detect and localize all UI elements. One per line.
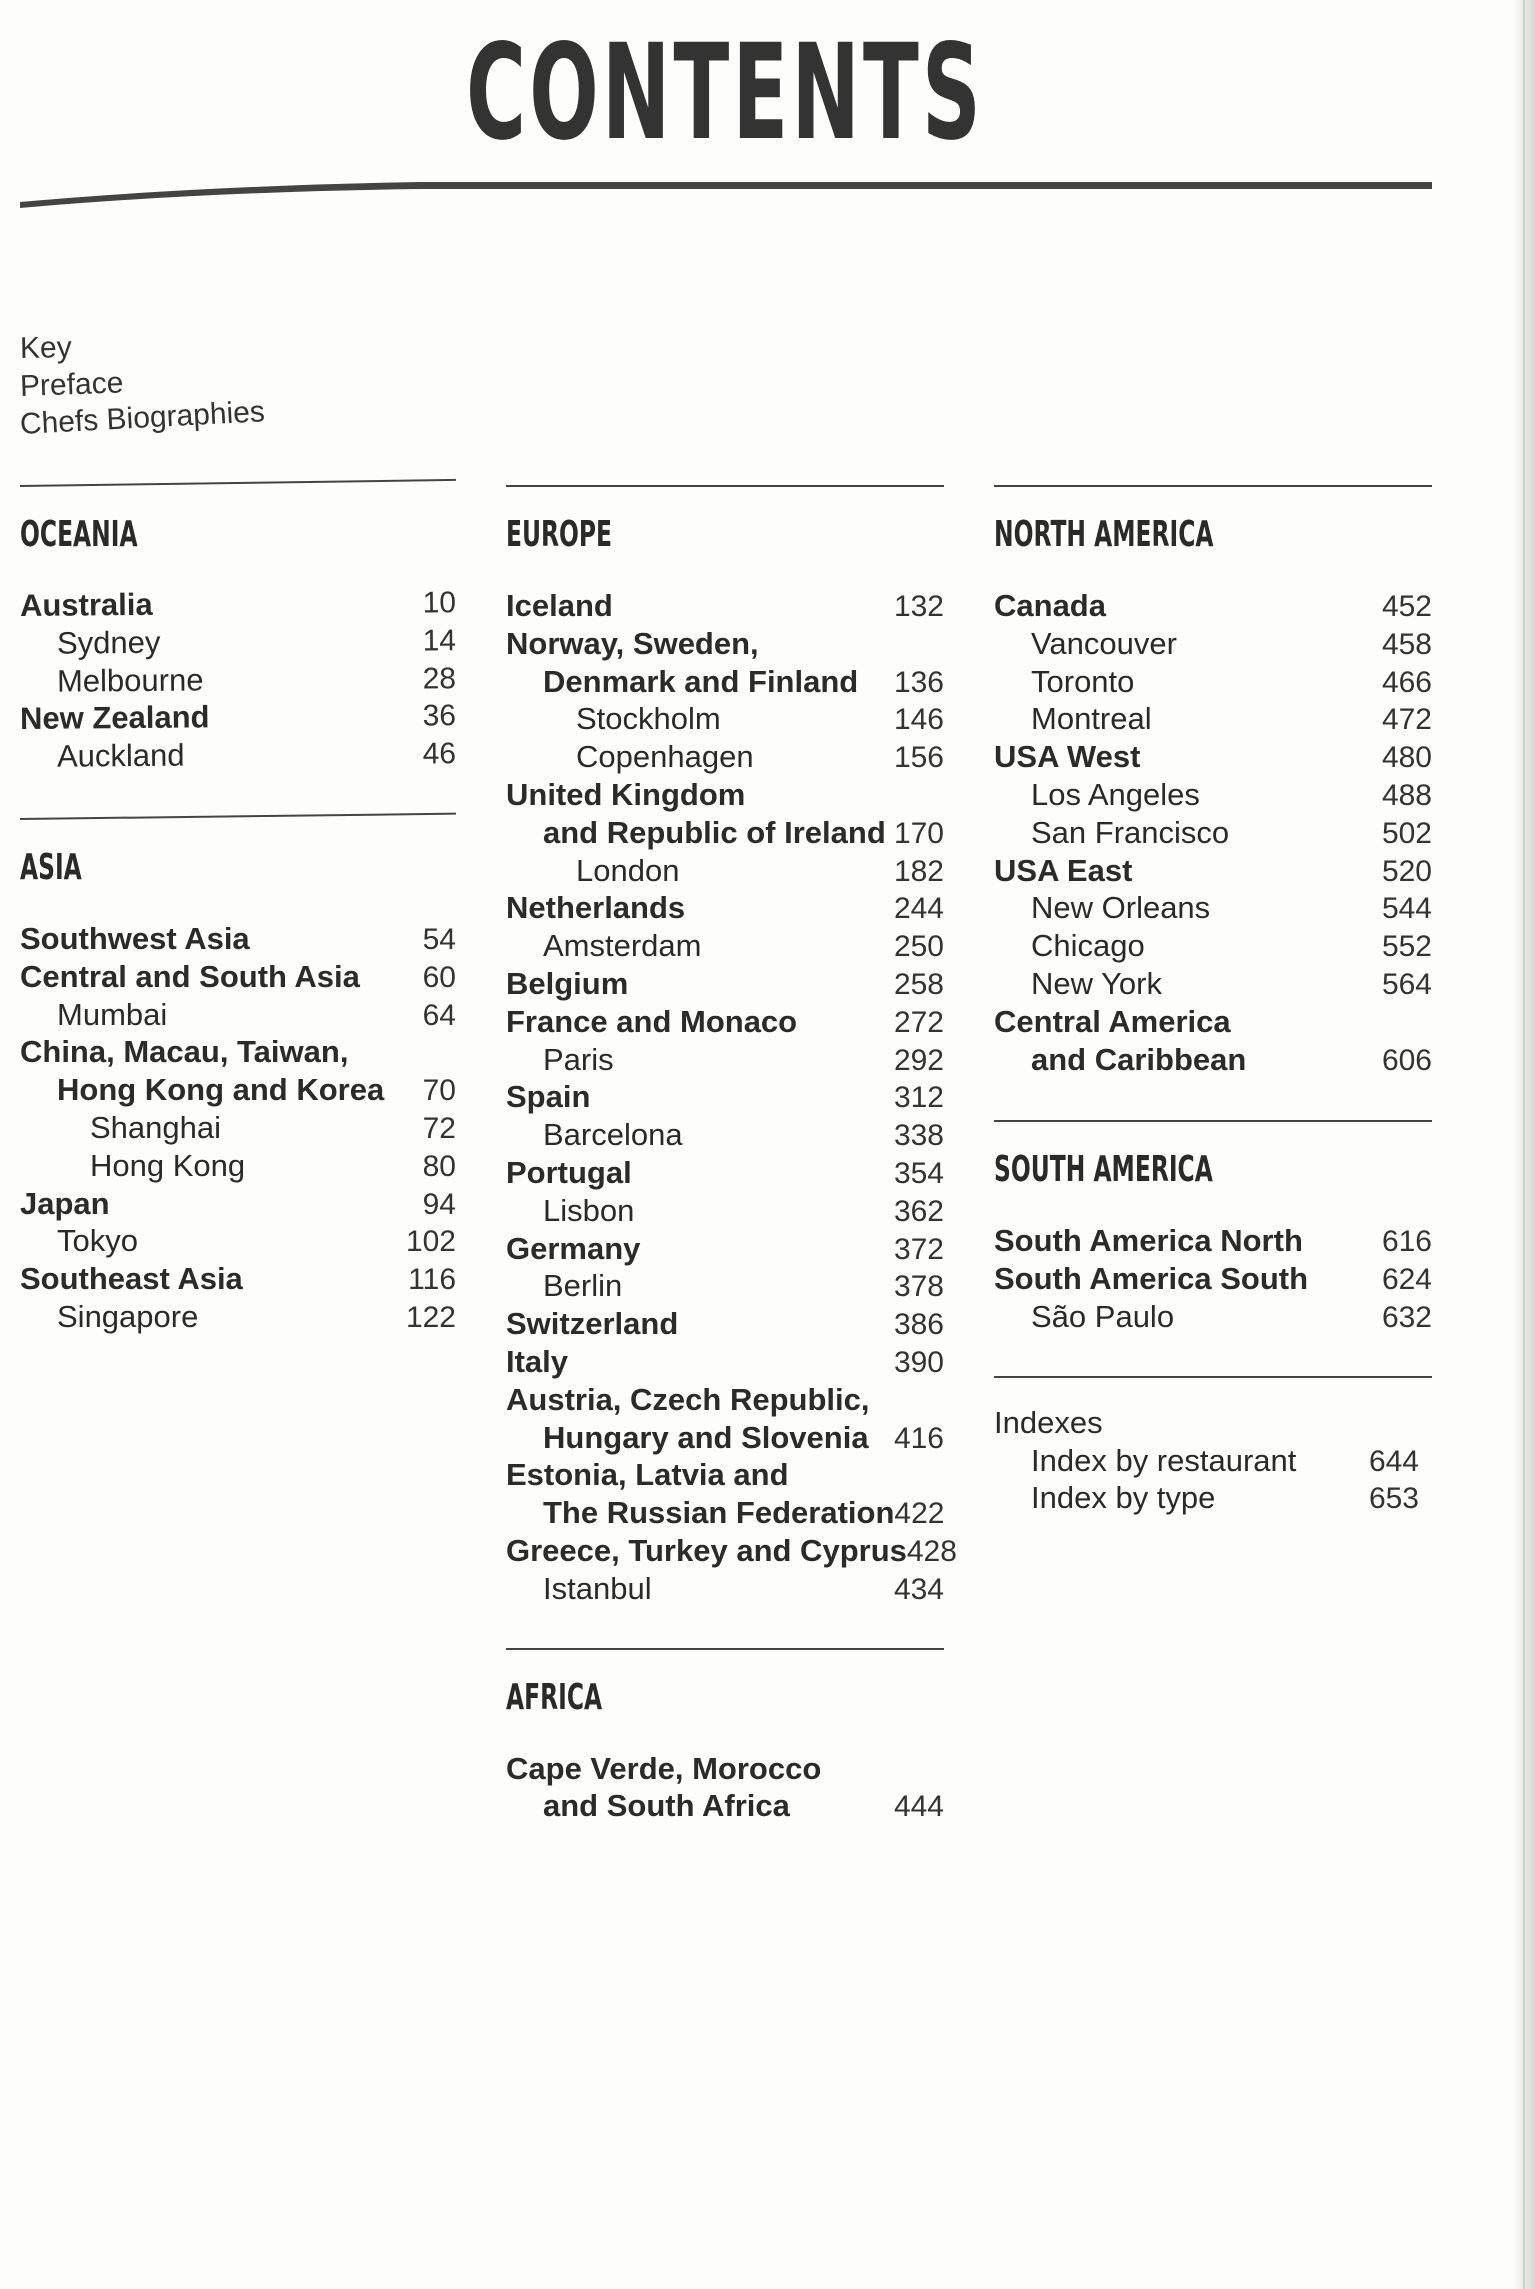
toc-entry-label: Japan	[20, 1185, 110, 1221]
toc-entry-page: 54	[422, 922, 456, 956]
toc-entry-label: and South Africa	[543, 1788, 790, 1824]
toc-entry-label: France and Monaco	[506, 1003, 798, 1039]
toc-entry-page: 606	[1381, 1043, 1432, 1077]
toc-entry-label: Berlin	[543, 1268, 623, 1304]
toc-entry[interactable]	[506, 1078, 944, 1116]
entries-indexes	[994, 1404, 1419, 1517]
toc-entry-label: Canada	[994, 588, 1106, 623]
toc-entry-label: and Republic of Ireland	[543, 814, 886, 850]
toc-entry[interactable]	[20, 920, 456, 958]
toc-entry-label: Melbourne	[56, 661, 204, 699]
toc-entry-label: and Caribbean	[1031, 1041, 1247, 1077]
toc-entry[interactable]	[994, 738, 1432, 776]
toc-entry-label: Toronto	[1031, 663, 1135, 699]
section-rule	[506, 1648, 944, 1650]
toc-entry-page: 428	[906, 1534, 957, 1568]
toc-entry-label: South America South	[994, 1261, 1309, 1297]
toc-entry-label: New Zealand	[19, 699, 210, 737]
toc-entry-label: Norway, Sweden,	[506, 625, 759, 661]
section-rule	[994, 485, 1432, 487]
toc-entry-page: 544	[1381, 892, 1432, 926]
toc-entry[interactable]	[506, 965, 944, 1003]
toc-entry-label: United Kingdom	[506, 776, 746, 812]
section-rule	[994, 1120, 1432, 1122]
toc-entry-label: Central and South Asia	[20, 958, 360, 994]
section-indexes	[994, 1376, 1432, 1517]
entries-north-america	[994, 587, 1432, 1078]
toc-entry-page: 72	[422, 1111, 456, 1145]
toc-entry[interactable]	[506, 587, 944, 625]
toc-entry-label: Index by restaurant	[1031, 1442, 1297, 1478]
toc-entry-page: 378	[893, 1270, 944, 1304]
toc-entry[interactable]	[20, 697, 456, 739]
toc-entry[interactable]	[506, 1230, 944, 1268]
toc-entry-label: USA East	[994, 852, 1133, 888]
toc-entry-label: Iceland	[506, 588, 613, 623]
section-title-oceania: OCEANIA	[20, 514, 138, 555]
toc-entry-page: 116	[408, 1263, 456, 1297]
section-north-america	[994, 485, 1432, 1078]
toc-entry[interactable]	[994, 852, 1432, 890]
toc-entry[interactable]	[20, 958, 456, 996]
toc-entry-label: Denmark and Finland	[543, 663, 859, 699]
toc-entry-label: Mumbai	[57, 996, 168, 1032]
toc-entry-page: 312	[893, 1081, 944, 1115]
toc-entry[interactable]	[994, 1298, 1432, 1336]
toc-entry-label: Southeast Asia	[20, 1261, 243, 1297]
toc-entry[interactable]	[506, 889, 944, 927]
toc-entry-label: Hungary and Slovenia	[543, 1419, 869, 1455]
toc-entry-page: 632	[1381, 1300, 1432, 1334]
toc-entry[interactable]	[506, 852, 944, 890]
section-rule	[994, 1376, 1432, 1378]
toc-entry[interactable]	[506, 1381, 944, 1419]
toc-entry-page: 36	[422, 699, 457, 733]
toc-entry[interactable]	[20, 1260, 456, 1298]
toc-entry-label: Chicago	[1031, 928, 1145, 964]
toc-entry-page: 64	[422, 998, 456, 1032]
toc-entry[interactable]	[994, 1222, 1432, 1260]
toc-entry-page: 146	[893, 703, 944, 737]
entries-south-america	[994, 1222, 1432, 1335]
toc-entry-label: New York	[1031, 965, 1162, 1001]
section-title-europe: EUROPE	[506, 514, 613, 555]
toc-entry-page: 272	[893, 1005, 944, 1039]
toc-entry-page: 452	[1381, 590, 1432, 623]
toc-entry-label: Singapore	[57, 1298, 199, 1334]
section-title-asia: ASIA	[20, 846, 82, 888]
toc-entry[interactable]	[994, 1404, 1419, 1442]
toc-entry-label: Istanbul	[543, 1570, 652, 1606]
toc-entry[interactable]	[20, 1147, 456, 1185]
toc-entry-label: San Francisco	[1031, 814, 1230, 850]
section-title-south-america: SOUTH AMERICA	[994, 1149, 1213, 1191]
toc-entry[interactable]	[506, 1154, 944, 1192]
toc-entry-label: Southwest Asia	[20, 920, 250, 956]
toc-entry-label: Greece, Turkey and Cyprus	[506, 1532, 907, 1568]
toc-entry-page: 422	[894, 1497, 945, 1531]
section-asia	[20, 818, 456, 1336]
toc-entry-label: Switzerland	[506, 1306, 679, 1342]
toc-entry-label: Central America	[994, 1003, 1231, 1039]
toc-entry-label: Index by type	[1031, 1480, 1216, 1516]
toc-entry[interactable]	[506, 1570, 944, 1608]
toc-entry[interactable]	[994, 1003, 1432, 1041]
toc-entry-page: 386	[893, 1308, 944, 1342]
toc-entry-page: 624	[1381, 1263, 1432, 1297]
section-africa	[506, 1648, 944, 1826]
section-europe	[506, 485, 957, 1608]
toc-entry[interactable]	[994, 1479, 1419, 1517]
section-title-africa: AFRICA	[506, 1676, 603, 1718]
toc-entry-label: South America North	[994, 1223, 1303, 1259]
toc-entry-page: 416	[893, 1421, 944, 1455]
toc-entry-page: 156	[893, 741, 944, 775]
section-south-america	[994, 1120, 1432, 1335]
entries-asia	[20, 920, 456, 1336]
toc-entry-label: Amsterdam	[543, 928, 702, 964]
toc-entry-page: 14	[422, 623, 457, 658]
toc-entry[interactable]	[20, 621, 456, 663]
toc-entry-label: The Russian Federation	[543, 1495, 895, 1531]
toc-entry-label: Paris	[543, 1041, 614, 1077]
toc-entry[interactable]	[506, 1267, 944, 1305]
page-title: CONTENTS	[466, 16, 984, 170]
toc-entry-label: Barcelona	[543, 1117, 683, 1153]
toc-entry[interactable]	[506, 663, 944, 701]
toc-entry-label: Shanghai	[90, 1109, 222, 1145]
toc-entry-page: 458	[1381, 627, 1432, 661]
toc-entry[interactable]	[20, 1222, 456, 1260]
front-matter-key[interactable]: Key	[19, 331, 72, 365]
toc-entry[interactable]	[506, 1419, 944, 1457]
front-matter-preface[interactable]: Preface	[19, 366, 124, 403]
toc-entry[interactable]	[994, 587, 1432, 625]
toc-entry-page: 46	[422, 737, 457, 771]
toc-entry[interactable]	[994, 776, 1432, 814]
toc-entry[interactable]	[506, 1041, 944, 1079]
toc-entry-label: Germany	[506, 1230, 641, 1266]
toc-entry-page: 444	[893, 1790, 944, 1824]
toc-entry-label: Spain	[506, 1079, 591, 1115]
toc-entry-label: Hong Kong and Korea	[57, 1072, 385, 1108]
toc-entry[interactable]	[506, 625, 944, 663]
toc-entry[interactable]	[20, 583, 456, 625]
toc-entry[interactable]	[994, 965, 1432, 1003]
toc-entry[interactable]	[506, 1116, 944, 1154]
toc-entry-label: Sydney	[56, 624, 161, 661]
toc-entry-page: 70	[422, 1074, 456, 1108]
toc-entry-page: 616	[1381, 1225, 1432, 1259]
toc-entry-page: 488	[1381, 778, 1432, 812]
column-middle	[506, 485, 957, 1845]
toc-entry-page: 502	[1381, 816, 1432, 850]
toc-entry[interactable]	[506, 700, 944, 738]
toc-entry-label: Tokyo	[57, 1223, 138, 1259]
toc-entry[interactable]	[20, 659, 456, 701]
toc-entry[interactable]	[506, 1750, 944, 1788]
toc-entry-page: 480	[1381, 741, 1432, 775]
toc-entry-label: Stockholm	[576, 701, 721, 737]
toc-entry-label: Cape Verde, Morocco	[506, 1750, 822, 1786]
title-rule	[0, 170, 1440, 210]
toc-entry-page: 244	[893, 892, 944, 926]
toc-entry-label: USA West	[994, 739, 1141, 775]
toc-entry[interactable]	[506, 1456, 944, 1494]
page-edge-line	[1523, 0, 1525, 2289]
toc-entry-page: 434	[893, 1572, 944, 1606]
toc-entry-label: Vancouver	[1031, 625, 1177, 661]
toc-entry-page: 472	[1381, 703, 1432, 737]
toc-entry-page: 170	[893, 816, 944, 850]
entries-europe	[506, 587, 957, 1608]
toc-entry-label: Belgium	[506, 965, 629, 1001]
toc-entry[interactable]	[506, 738, 944, 776]
toc-entry-page: 102	[405, 1225, 456, 1259]
toc-entry-label: Austria, Czech Republic,	[506, 1381, 870, 1417]
toc-entry-label: Estonia, Latvia and	[506, 1457, 789, 1493]
toc-entry[interactable]	[20, 996, 456, 1034]
toc-entry-label: Italy	[506, 1343, 569, 1379]
entries-africa	[506, 1750, 944, 1826]
toc-entry-page: 132	[893, 590, 944, 623]
toc-entry[interactable]	[506, 1343, 944, 1381]
toc-entry[interactable]	[994, 1442, 1419, 1480]
toc-entry-label: Indexes	[994, 1404, 1103, 1440]
column-left	[20, 485, 456, 1356]
toc-entry-page: 552	[1381, 930, 1432, 964]
toc-entry[interactable]	[994, 1041, 1432, 1079]
toc-entry[interactable]	[506, 1532, 957, 1570]
toc-entry-page: 564	[1381, 967, 1432, 1001]
toc-entry[interactable]	[994, 927, 1432, 965]
front-matter-chefs-biographies[interactable]: Chefs Biographies	[19, 395, 266, 441]
toc-entry-label: Auckland	[56, 737, 185, 774]
toc-entry-page: 653	[1368, 1482, 1419, 1516]
toc-entry-label: London	[576, 852, 680, 888]
toc-entry-page: 372	[893, 1232, 944, 1266]
toc-entry[interactable]	[20, 1185, 456, 1223]
toc-entry[interactable]	[20, 1071, 456, 1109]
toc-entry-page: 390	[893, 1345, 944, 1379]
toc-entry[interactable]	[506, 1192, 944, 1230]
toc-entry-page: 644	[1368, 1444, 1419, 1478]
toc-entry-page: 136	[893, 665, 944, 699]
toc-entry-page: 520	[1381, 854, 1432, 888]
toc-entry-label: Montreal	[1031, 701, 1152, 737]
toc-entry-label: China, Macau, Taiwan,	[20, 1034, 349, 1070]
toc-entry-label: Australia	[19, 586, 153, 623]
section-rule	[506, 485, 944, 487]
section-title-north-america: NORTH AMERICA	[994, 514, 1214, 555]
toc-entry[interactable]	[20, 1109, 456, 1147]
toc-entry-page: 182	[893, 854, 944, 888]
toc-entry-page: 338	[893, 1119, 944, 1153]
toc-entry[interactable]	[506, 814, 944, 852]
toc-entry[interactable]	[994, 700, 1432, 738]
section-rule	[20, 813, 456, 820]
toc-entry[interactable]	[506, 1003, 944, 1041]
toc-entry-page: 292	[893, 1043, 944, 1077]
toc-entry-label: Portugal	[506, 1154, 632, 1190]
toc-entry-label: Los Angeles	[1031, 776, 1200, 812]
toc-entry-page: 60	[422, 960, 456, 994]
toc-entry-page: 250	[893, 930, 944, 964]
toc-entry[interactable]	[506, 1305, 944, 1343]
toc-entry[interactable]	[506, 927, 944, 965]
toc-entry-page: 94	[422, 1187, 456, 1221]
toc-entry-page: 10	[422, 586, 457, 620]
toc-entry-page: 362	[893, 1194, 944, 1228]
toc-entry-label: New Orleans	[1031, 890, 1211, 926]
toc-entry[interactable]	[20, 1298, 456, 1336]
column-right	[994, 485, 1432, 1537]
toc-entry[interactable]	[994, 663, 1432, 701]
toc-entry-page: 122	[405, 1300, 456, 1334]
toc-entry-page: 466	[1381, 665, 1432, 699]
toc-entry-label: São Paulo	[1031, 1298, 1175, 1334]
toc-entry-page: 80	[422, 1149, 456, 1183]
section-rule	[20, 479, 456, 487]
toc-entry-label: Copenhagen	[576, 739, 754, 775]
toc-entry-page: 28	[422, 661, 457, 696]
toc-entry-label: Lisbon	[543, 1192, 635, 1228]
toc-entry[interactable]	[506, 1494, 944, 1532]
toc-entry-page: 354	[893, 1156, 944, 1190]
front-matter	[20, 330, 420, 444]
entries-oceania	[20, 587, 456, 776]
toc-entry[interactable]	[994, 625, 1432, 663]
toc-entry-page: 258	[893, 967, 944, 1001]
section-oceania	[20, 485, 456, 776]
toc-entry-label: Netherlands	[506, 890, 686, 926]
toc-entry[interactable]	[506, 1787, 944, 1825]
toc-entry[interactable]	[994, 814, 1432, 852]
toc-entry[interactable]	[20, 1033, 456, 1071]
toc-entry[interactable]	[506, 776, 944, 814]
toc-entry-label: Hong Kong	[90, 1147, 246, 1183]
toc-entry[interactable]	[994, 889, 1432, 927]
toc-entry[interactable]	[20, 734, 456, 776]
toc-entry[interactable]	[994, 1260, 1432, 1298]
